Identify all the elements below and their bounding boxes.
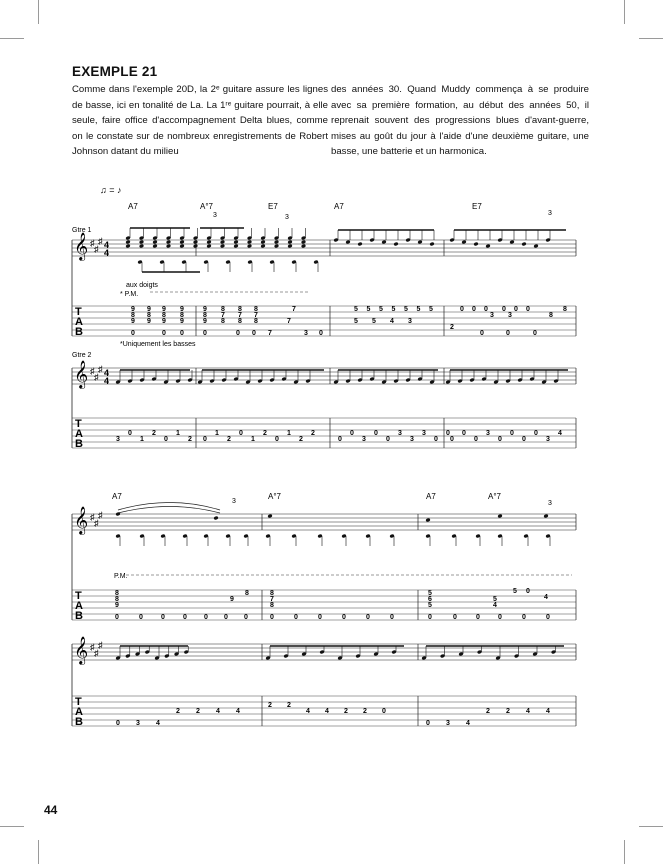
tab-fret-number: 2 [450, 324, 454, 331]
tab-fret-number: 2 [268, 702, 272, 709]
tab-fret-number: 8 [563, 306, 567, 313]
tab-fret-number: 0 [342, 614, 346, 621]
guitar2-label: Gtre 2 [72, 352, 92, 359]
tab-fret-number: 0 [131, 330, 135, 337]
tab-fret-number: 7 [254, 312, 258, 319]
melody-note [485, 244, 490, 249]
chord-note [206, 240, 211, 245]
tab-clef-letter: A [75, 428, 83, 440]
tab-fret-number: 0 [474, 436, 478, 443]
tab-fret-number: 2 [263, 430, 267, 437]
time-signature-numerator: 4 [104, 240, 110, 250]
tab-fret-number: 3 [508, 312, 512, 319]
chord-note [125, 240, 130, 245]
swing-indicator: ♫ = ♪ [100, 185, 122, 195]
tab-fret-number: 0 [502, 306, 506, 313]
tab-fret-number: 1 [140, 436, 144, 443]
tab-fret-number: 0 [270, 614, 274, 621]
tab-fret-number: 9 [162, 318, 166, 325]
tab-fret-number: 0 [161, 614, 165, 621]
sharp-key-signature: ♯ [94, 518, 99, 528]
tab-fret-number: 0 [462, 430, 466, 437]
tab-fret-number: 5 [354, 306, 358, 313]
tab-fret-number: 0 [128, 430, 132, 437]
tab-fret-number: 0 [522, 436, 526, 443]
tab-fret-number: 2 [311, 430, 315, 437]
tab-fret-number: 0 [446, 430, 450, 437]
treble-clef: 𝄞 [74, 507, 89, 534]
chord-note [247, 240, 252, 245]
tab-fret-number: 7 [221, 312, 225, 319]
tab-clef-letter: T [75, 696, 82, 708]
tab-fret-number: 9 [162, 306, 166, 313]
sharp-key-signature: ♯ [90, 366, 95, 376]
chord-note [301, 240, 306, 245]
tab-fret-number: 8 [245, 590, 249, 597]
tab-fret-number: 4 [156, 720, 160, 727]
time-signature-denominator: 4 [104, 376, 110, 386]
paragraph-right: des années 30. Quand Muddy commença à se produire avec sa première formation, au début des années 50, il reprenait souvent des progressions blues d'avant-guerre, mises au goût du jour à l'aide d'une deuxième guitare, une basse, une batterie et un harmonica. [331, 84, 589, 158]
tab-fret-number: 0 [116, 720, 120, 727]
tab-fret-number: 9 [203, 318, 207, 325]
aux-doigts-label: aux doigts [126, 282, 158, 289]
tab-fret-number: 2 [176, 708, 180, 715]
tab-fret-number: 8 [549, 312, 553, 319]
tab-fret-number: 8 [115, 596, 119, 603]
tab-fret-number: 8 [238, 306, 242, 313]
sharp-key-signature: ♯ [98, 640, 103, 650]
tab-fret-number: 0 [115, 614, 119, 621]
tab-fret-number: 1 [215, 430, 219, 437]
tab-fret-number: 3 [410, 436, 414, 443]
tab-fret-number: 2 [188, 436, 192, 443]
tab-fret-number: 4 [526, 708, 530, 715]
chord-note [193, 244, 198, 249]
chord-note [139, 240, 144, 245]
tab-fret-number: 0 [510, 430, 514, 437]
tab-fret-number: 8 [131, 312, 135, 319]
tab-fret-number: 0 [252, 330, 256, 337]
tab-fret-number: 0 [480, 330, 484, 337]
tab-fret-number: 7 [270, 596, 274, 603]
melody-note [521, 242, 526, 247]
tab-fret-number: 0 [534, 430, 538, 437]
paragraph-left: Comme dans l'exemple 20D, la 2ᵉ guitare assure les lignes de basse, ici en tonalité de La. La 1ʳᵉ guitare pourrait, à elle seule, faire office d'accompagnement Delta blues, comme on le constate sur de nombreux enregistrements de Robert Johnson datant du milieu [72, 84, 328, 158]
tie-arc [118, 507, 220, 514]
tab-fret-number: 0 [203, 330, 207, 337]
tab-clef-letter: T [75, 590, 82, 602]
tab-fret-number: 0 [506, 330, 510, 337]
tab-fret-number: 8 [270, 590, 274, 597]
tab-fret-number: 9 [131, 306, 135, 313]
chord-note [152, 240, 157, 245]
tab-fret-number: 3 [116, 436, 120, 443]
tab-fret-number: 0 [294, 614, 298, 621]
tab-fret-number: 0 [139, 614, 143, 621]
sharp-key-signature: ♯ [94, 648, 99, 658]
triplet-mark: 3 [232, 498, 236, 505]
tab-fret-number: 8 [180, 312, 184, 319]
tab-clef-letter: A [75, 316, 83, 328]
tab-fret-number: 1 [251, 436, 255, 443]
sharp-key-signature: ♯ [94, 244, 99, 254]
melody-note [533, 244, 538, 249]
chord-symbol: A°7 [200, 202, 213, 211]
tab-fret-number: 5 [428, 602, 432, 609]
melody-note [429, 242, 434, 247]
tab-fret-number: 3 [136, 720, 140, 727]
tab-fret-number: 8 [203, 312, 207, 319]
tab-fret-number: 3 [446, 720, 450, 727]
tab-fret-number: 7 [287, 318, 291, 325]
melody-note [357, 242, 362, 247]
tab-fret-number: 0 [434, 436, 438, 443]
sharp-key-signature: ♯ [98, 236, 103, 246]
tab-fret-number: 0 [318, 614, 322, 621]
tab-fret-number: 0 [338, 436, 342, 443]
tab-clef-letter: A [75, 706, 83, 718]
palm-mute-label: * P.M. [120, 291, 139, 298]
tab-fret-number: 8 [238, 318, 242, 325]
time-signature-denominator: 4 [104, 248, 110, 258]
tab-fret-number: 4 [558, 430, 562, 437]
chord-symbol: E7 [472, 202, 482, 211]
tab-fret-number: 3 [486, 430, 490, 437]
chord-symbol: A7 [128, 202, 138, 211]
tab-fret-number: 2 [363, 708, 367, 715]
tab-fret-number: 9 [147, 306, 151, 313]
melody-note [345, 240, 350, 245]
treble-clef: 𝄞 [74, 361, 89, 388]
example-heading: EXEMPLE 21 [72, 64, 158, 79]
guitar1-label: Gtre 1 [72, 227, 92, 234]
tab-clef-letter: B [75, 716, 83, 728]
chord-note [139, 244, 144, 249]
tab-fret-number: 0 [244, 614, 248, 621]
triplet-mark: 3 [213, 212, 217, 219]
tab-fret-number: 5 [416, 306, 421, 313]
tab-fret-number: 0 [472, 306, 476, 313]
tab-fret-number: 3 [304, 330, 308, 337]
tab-fret-number: 0 [382, 708, 386, 715]
tab-fret-number: 0 [203, 436, 207, 443]
treble-clef: 𝄞 [74, 637, 89, 664]
tab-fret-number: 4 [325, 708, 329, 715]
tab-clef-letter: B [75, 326, 83, 338]
chord-note [206, 244, 211, 249]
chord-note [166, 244, 171, 249]
tab-fret-number: 5 [391, 306, 396, 313]
tab-fret-number: 1 [176, 430, 180, 437]
tab-clef-letter: T [75, 418, 82, 430]
palm-mute-label-2: P.M. [114, 573, 128, 580]
tab-fret-number: 0 [533, 330, 537, 337]
tab-fret-number: 9 [115, 602, 119, 609]
page-number: 44 [44, 803, 58, 817]
tab-fret-number: 0 [526, 588, 530, 595]
chord-note [287, 244, 292, 249]
tab-fret-number: 5 [372, 318, 376, 325]
chord-note [179, 240, 184, 245]
tab-fret-number: 8 [115, 590, 119, 597]
chord-note [425, 518, 430, 523]
chord-note [497, 514, 502, 519]
tab-fret-number: 3 [490, 312, 494, 319]
tab-fret-number: 0 [514, 306, 518, 313]
sharp-key-signature: ♯ [98, 364, 103, 374]
tab-fret-number: 0 [460, 306, 464, 313]
melody-note [381, 240, 386, 245]
tab-fret-number: 0 [386, 436, 390, 443]
chord-symbol: A7 [112, 492, 122, 501]
tab-fret-number: 0 [453, 614, 457, 621]
tab-fret-number: 3 [422, 430, 426, 437]
tab-fret-number: 8 [221, 306, 225, 313]
sharp-key-signature: ♯ [94, 372, 99, 382]
tab-fret-number: 0 [374, 430, 378, 437]
tab-fret-number: 0 [498, 614, 502, 621]
tab-fret-number: 0 [162, 330, 166, 337]
melody-note [417, 240, 422, 245]
chord-note [260, 240, 265, 245]
bass-only-footnote: *Uniquement les basses [120, 341, 196, 348]
tab-clef-letter: A [75, 600, 83, 612]
tab-fret-number: 5 [428, 590, 432, 597]
tab-fret-number: 9 [147, 318, 151, 325]
tab-fret-number: 0 [366, 614, 370, 621]
tab-fret-number: 0 [428, 614, 432, 621]
chord-note [213, 516, 218, 521]
tab-clef-letter: T [75, 306, 82, 318]
tab-fret-number: 0 [526, 306, 530, 313]
chord-note [287, 240, 292, 245]
tab-fret-number: 8 [254, 318, 258, 325]
tab-fret-number: 0 [350, 430, 354, 437]
tab-fret-number: 0 [390, 614, 394, 621]
chord-note [233, 240, 238, 245]
tab-fret-number: 2 [506, 708, 510, 715]
tab-fret-number: 8 [221, 318, 225, 325]
tab-fret-number: 0 [319, 330, 323, 337]
tab-fret-number: 5 [366, 306, 371, 313]
tab-fret-number: 6 [428, 596, 432, 603]
chord-note [301, 244, 306, 249]
chord-note [267, 514, 272, 519]
melody-note [393, 242, 398, 247]
tab-fret-number: 9 [180, 306, 184, 313]
chord-symbol: E7 [268, 202, 278, 211]
tab-fret-number: 4 [544, 594, 548, 601]
tab-fret-number: 0 [180, 330, 184, 337]
sharp-key-signature: ♯ [90, 512, 95, 522]
tab-fret-number: 9 [180, 318, 184, 325]
tab-fret-number: 3 [408, 318, 412, 325]
tab-fret-number: 5 [404, 306, 408, 313]
tab-fret-number: 7 [292, 306, 296, 313]
tab-fret-number: 4 [493, 602, 497, 609]
tab-fret-number: 4 [216, 708, 220, 715]
tab-fret-number: 0 [426, 720, 430, 727]
time-signature-numerator: 4 [104, 368, 110, 378]
sharp-key-signature: ♯ [98, 510, 103, 520]
tab-fret-number: 3 [362, 436, 366, 443]
tab-fret-number: 8 [162, 312, 166, 319]
chord-note [166, 240, 171, 245]
tab-fret-number: 7 [268, 330, 272, 337]
tab-fret-number: 0 [450, 436, 454, 443]
tab-fret-number: 0 [476, 614, 480, 621]
tab-clef-letter: B [75, 438, 83, 450]
tab-fret-number: 0 [236, 330, 240, 337]
tab-fret-number: 4 [236, 708, 240, 715]
tab-fret-number: 4 [306, 708, 310, 715]
tab-fret-number: 2 [196, 708, 200, 715]
tab-fret-number: 2 [344, 708, 348, 715]
melody-note [509, 240, 514, 245]
tab-fret-number: 5 [354, 318, 358, 325]
tab-fret-number: 2 [299, 436, 303, 443]
chord-note [274, 244, 279, 249]
chord-note [220, 240, 225, 245]
tab-fret-number: 5 [429, 306, 433, 313]
chord-note [152, 244, 157, 249]
tab-fret-number: 8 [147, 312, 151, 319]
tab-fret-number: 0 [239, 430, 243, 437]
chord-note [247, 244, 252, 249]
chord-note [543, 514, 548, 519]
tab-fret-number: 4 [546, 708, 550, 715]
tab-fret-number: 2 [287, 702, 291, 709]
tab-fret-number: 3 [546, 436, 550, 443]
tab-fret-number: 5 [379, 306, 383, 313]
melody-note [461, 240, 466, 245]
tab-fret-number: 3 [398, 430, 402, 437]
treble-clef: 𝄞 [74, 233, 89, 260]
tab-fret-number: 0 [204, 614, 208, 621]
chord-symbol: A°7 [488, 492, 501, 501]
triplet-mark: 3 [285, 214, 289, 221]
chord-note [193, 240, 198, 245]
tab-fret-number: 8 [270, 602, 274, 609]
tab-clef-letter: B [75, 610, 83, 622]
tab-fret-number: 9 [203, 306, 207, 313]
tab-fret-number: 0 [275, 436, 279, 443]
tab-fret-number: 7 [238, 312, 242, 319]
chord-note [274, 240, 279, 245]
chord-symbol: A7 [426, 492, 436, 501]
tab-fret-number: 2 [152, 430, 156, 437]
tab-fret-number: 4 [466, 720, 470, 727]
tab-fret-number: 0 [484, 306, 488, 313]
chord-note [233, 244, 238, 249]
tab-fret-number: 0 [224, 614, 228, 621]
chord-note [125, 244, 130, 249]
tab-fret-number: 0 [522, 614, 526, 621]
tab-fret-number: 8 [254, 306, 258, 313]
tab-fret-number: 0 [498, 436, 502, 443]
tab-fret-number: 4 [390, 318, 394, 325]
tab-fret-number: 1 [287, 430, 291, 437]
sharp-key-signature: ♯ [90, 238, 95, 248]
triplet-mark: 3 [548, 500, 552, 507]
chord-note [179, 244, 184, 249]
tab-fret-number: 0 [164, 436, 168, 443]
chord-note [260, 244, 265, 249]
tab-fret-number: 2 [486, 708, 490, 715]
tab-fret-number: 0 [183, 614, 187, 621]
tab-fret-number: 5 [493, 596, 497, 603]
tab-fret-number: 9 [131, 318, 135, 325]
tab-fret-number: 2 [227, 436, 231, 443]
chord-symbol: A7 [334, 202, 344, 211]
chord-symbol: A°7 [268, 492, 281, 501]
sharp-key-signature: ♯ [90, 642, 95, 652]
tab-fret-number: 0 [546, 614, 550, 621]
tab-fret-number: 9 [230, 596, 234, 603]
melody-note [473, 242, 478, 247]
chord-note [220, 244, 225, 249]
triplet-mark: 3 [548, 210, 552, 217]
tab-fret-number: 5 [513, 588, 517, 595]
